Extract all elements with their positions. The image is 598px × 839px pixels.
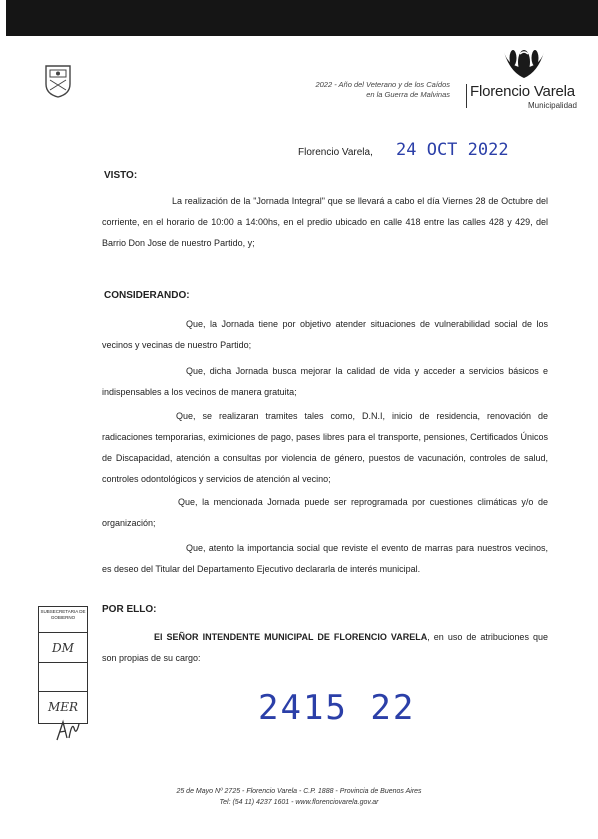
date-place: Florencio Varela, (298, 147, 373, 158)
visto-text: La realización de la "Jornada Integral" que se llevará a cabo el día Viernes 28 de Octubre del corriente, en el horario de 10:00 a 14:00hs, en el predio ubicado en calle 418 entre las calles 428 y 429, del Barrio Don Jose de nuestro Partido, y; (102, 196, 548, 248)
brand-name: Florencio Varela (470, 83, 575, 100)
footer-address: 25 de Mayo Nº 2725 - Florencio Varela - C.P. 1888 - Provincia de Buenos Aires (176, 788, 422, 795)
handwritten-signature (54, 718, 82, 744)
initials-box (38, 606, 88, 724)
florencio-varela-logo-icon (496, 48, 552, 82)
date-stamp: 24 OCT 2022 (396, 140, 509, 160)
resolution-number-stamp: 2415 22 (258, 688, 416, 728)
initials-box-header: SUBSECRETARIA DE GOBIERNO (39, 607, 87, 633)
initials-cell (39, 663, 87, 692)
brand-subtitle: Municipalidad (528, 101, 577, 110)
considerando-paragraph: Que, atento la importancia social que reviste el evento de marras para nuestros vecinos, es deseo del Titular del Departamento Ejecutivo declararla de interés municipal. (102, 543, 548, 574)
footer-contact: Tel: (54 11) 4237 1601 - www.florenciovarela.gov.ar (219, 799, 379, 806)
municipal-shield-icon (44, 64, 72, 98)
considerando-heading: CONSIDERANDO: (104, 290, 190, 301)
initials-cell: MER (47, 700, 79, 714)
scan-top-bar (6, 0, 598, 36)
year-motto: 2022 - Año del Veterano y de los Caídos en la Guerra de Malvinas (315, 80, 450, 99)
initials-cell: DM (39, 634, 87, 663)
brand-divider (466, 84, 467, 108)
visto-heading: VISTO: (104, 170, 138, 181)
considerando-paragraph: Que, dicha Jornada busca mejorar la calidad de vida y acceder a servicios básicos e indispensables a los vecinos de manera gratuita; (102, 366, 548, 397)
considerando-paragraph: Que, se realizaran tramites tales como, D.N.I, inicio de residencia, renovación de radicaciones temporarias, eximiciones de pago, pases libres para el transporte, pensiones, Certificados Únicos de Discapacidad, atención a consultas por violencia de género, puestos de vacunación, controles de salud, controles odontológicos y servicios de atención al vecino; (102, 411, 548, 484)
por-ello-text: El SEÑOR INTENDENTE MUNICIPAL DE FLORENCIO VARELA, en uso de atribuciones que son propias de su cargo: (102, 632, 548, 663)
por-ello-heading: POR ELLO: (102, 604, 157, 615)
considerando-paragraph: Que, la mencionada Jornada puede ser reprogramada por cuestiones climáticas y/o de organización; (102, 497, 548, 528)
considerando-paragraph: Que, la Jornada tiene por objetivo atender situaciones de vulnerabilidad social de los vecinos y vecinas de nuestro Partido; (102, 319, 548, 350)
